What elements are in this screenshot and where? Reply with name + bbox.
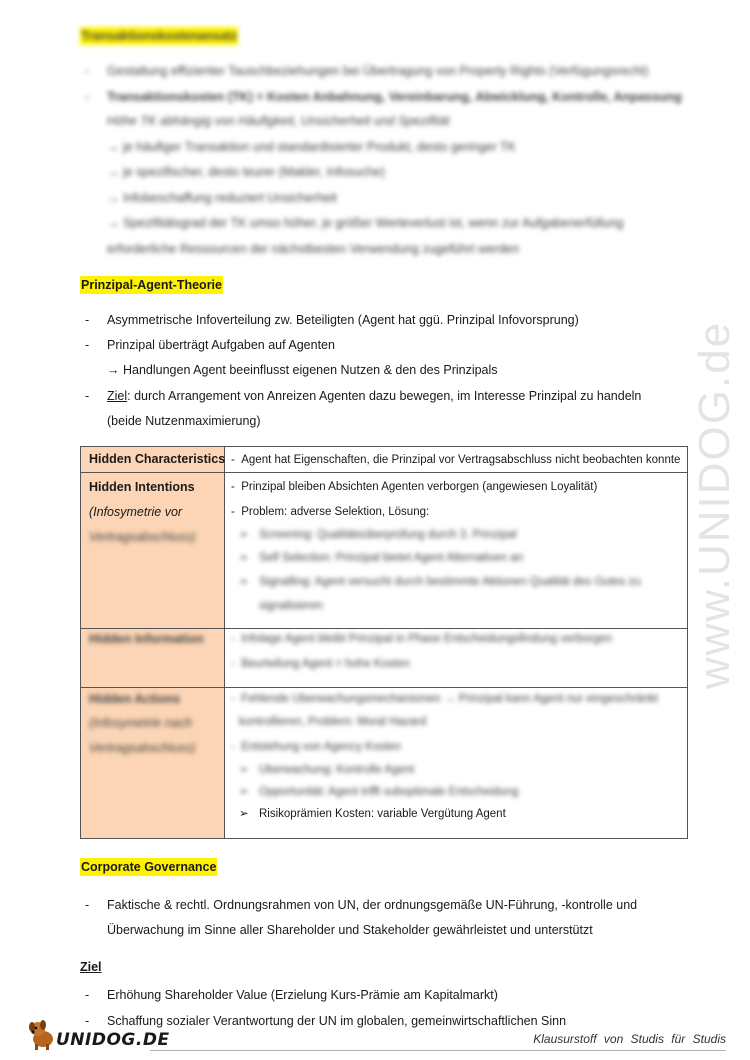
section-heading-transaktionskosten: Transaktionskostenansatz [81, 29, 238, 43]
ziel-label: Ziel [107, 389, 128, 403]
table-divider [81, 687, 687, 688]
row-label-hidden-actions: Hidden Actions [89, 692, 181, 706]
table-sub-bullet: ➢ Signalling: Agent versucht durch bestimmte Aktionen Qualität des Gutes zu [239, 576, 641, 588]
bullet-dash: - [85, 90, 90, 104]
bullet-dash: - [85, 1014, 90, 1028]
table-sub-bullet: ➢ Risikoprämien Kosten: variable Vergütung Agent [239, 808, 506, 820]
table-sub-bullet-cont: signalisieren [259, 600, 323, 612]
bullet-dash: - [85, 338, 90, 352]
text-line: → Handlungen Agent beeinflusst eigenen Nutzen & den des Prinzipals [107, 363, 498, 377]
text-line-ziel [107, 387, 641, 405]
blurred-line: Transaktionskosten (TK) = Kosten Anbahnung, Vereinbarung, Abwicklung, Kontrolle, Anpassung [107, 90, 682, 104]
table-cell-text: - Fehlende Überwachungsmechanismen → Prinzipal kann Agent nur eingeschränkt [231, 693, 659, 705]
bullet-dash: - [85, 988, 90, 1002]
text-line: Asymmetrische Infoverteilung zw. Beteiligten (Agent hat ggü. Prinzipal Infovorsprung) [107, 313, 579, 327]
text-line: Überwachung im Sinne aller Shareholder und Stakeholder gewährleistet und unterstützt [107, 923, 593, 937]
table-divider [81, 628, 687, 629]
ziel-rest: : durch Arrangement von Anreizen Agenten dazu bewegen, im Interesse Prinzipal zu handeln [127, 389, 642, 403]
table-cell-text: - Beurteilung Agent = hohe Kosten [231, 658, 410, 670]
table-sub-bullet: ➢ Self Selection: Prinzipal bietet Agent Alternativen an [239, 552, 524, 564]
row-label-sub: Vertragsabschluss) [89, 741, 196, 755]
row-label-sub: (Infosymetrie vor [89, 505, 183, 519]
table-cell-text-cont: kontrollieren, Problem: Moral Hazard [239, 716, 427, 728]
logo-text[interactable]: UNIDOG.DE [56, 1030, 170, 1050]
watermark: www.UNIDOG.de [690, 320, 740, 690]
table-cell-text: - Problem: adverse Selektion, Lösung: [231, 506, 430, 518]
footer-tagline: Klausurstoff von Studis für Studis [533, 1032, 726, 1046]
bullet-dash: - [85, 64, 90, 78]
table-cell-text: - Agent hat Eigenschaften, die Prinzipal vor Vertragsabschluss nicht beobachten konnte [231, 454, 681, 466]
blurred-line: erforderliche Ressourcen der nächstbesten Verwendung zugeführt werden [107, 242, 520, 256]
table-cell-text: - Entstehung von Agency Kosten [231, 741, 402, 753]
text-line: Schaffung sozialer Verantwortung der UN im globalen, gemeinwirtschaftlichen Sinn [107, 1014, 567, 1028]
table-divider [81, 472, 687, 473]
section-heading-corporate-governance: Corporate Governance [81, 860, 217, 874]
blurred-line: → je häufiger Transaktion und standardisierter Produkt, desto geringer TK [107, 140, 517, 154]
text-line: Prinzipal überträgt Aufgaben auf Agenten [107, 338, 335, 352]
text-line: Erhöhung Shareholder Value (Erzielung Kurs-Prämie am Kapitalmarkt) [107, 988, 498, 1002]
blurred-line: Gestaltung effizienter Tauschbeziehungen bei Übertragung von Property Rights (Verfügungsrecht) [107, 64, 649, 78]
blurred-line: → Infobeschaffung reduziert Unsicherheit [107, 191, 337, 205]
table-cell-text: - Prinzipal bleiben Absichten Agenten verborgen (angewiesen Loyalität) [231, 481, 598, 493]
row-label-sub: (Infosymetrie nach [89, 716, 192, 730]
blurred-line: Höhe TK abhängig von Häufigkeit, Unsicherheit und Spezifität [107, 114, 450, 128]
footer-divider [150, 1050, 726, 1051]
row-label-hidden-information: Hidden Information [89, 632, 204, 646]
bullet-dash: - [85, 389, 90, 403]
row-label-sub: Vertragsabschluss) [89, 530, 196, 544]
table-sub-bullet: ➢ Opportunität: Agent trifft suboptimale Entscheidung [239, 786, 519, 798]
row-label-hidden-characteristics: Hidden Characteristics [89, 452, 226, 466]
blurred-line: → je spezifischer, desto teurer (Makler, Infosuche) [107, 165, 385, 179]
bullet-dash: - [85, 313, 90, 327]
bullet-dash: - [85, 898, 90, 912]
table-cell-text: - Infolage Agent bleibt Prinzipal in Phase Entscheidungsfindung verborgen [231, 633, 613, 645]
ziel-heading: Ziel [80, 960, 102, 974]
prinzipal-agent-table [80, 446, 688, 839]
table-sub-bullet: ➢ Screening: Qualitätsüberprüfung durch 3. Prinzipal [239, 529, 517, 541]
blurred-line: → Spezifitätsgrad der TK umso höher, je größer Werteverlust ist, wenn zur Aufgabenerfüllung [107, 216, 624, 230]
table-sub-bullet: ➢ Überwachung: Kontrolle Agent [239, 764, 415, 776]
text-line: Faktische & rechtl. Ordnungsrahmen von UN, der ordnungsgemäße UN-Führung, -kontrolle und [107, 898, 638, 912]
row-label-hidden-intentions: Hidden Intentions [89, 480, 195, 494]
text-line: (beide Nutzenmaximierung) [107, 414, 261, 428]
section-heading-prinzipal-agent: Prinzipal-Agent-Theorie [81, 278, 222, 292]
